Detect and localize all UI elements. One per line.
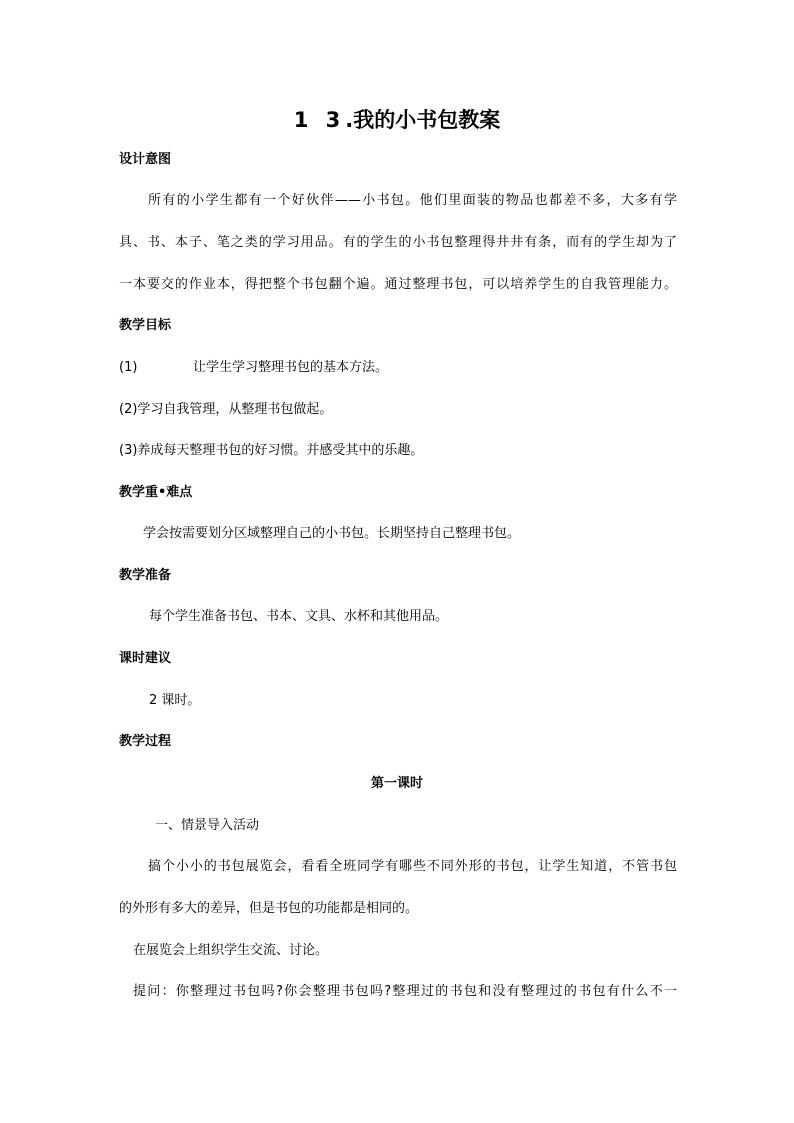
- activity-title: 一、情景导入活动: [155, 818, 260, 833]
- schedule-text: 2 课时。: [149, 693, 201, 708]
- heading-schedule: 课时建议: [119, 651, 172, 666]
- design-paragraph-line-2: 具、书、本子、笔之类的学习用品。有的学生的小书包整理得井井有条，而有的学生却为了: [119, 235, 677, 250]
- heading-process: 教学过程: [119, 734, 172, 749]
- design-paragraph-line-3: 一本要交的作业本，得把整个书包翻个遍。通过整理书包，可以培养学生的自我管理能力。: [119, 277, 677, 292]
- title-text: .我的小书包教案: [345, 108, 501, 132]
- key-points-text: 学会按需要划分区域整理自己的小书包。长期坚持自己整理书包。: [143, 526, 521, 541]
- preparation-text: 每个学生准备书包、书本、文具、水杯和其他用品。: [149, 609, 449, 624]
- activity-paragraph-line-1: 搞个小小的书包展览会，看看全班同学有哪些不同外形的书包，让学生知道，不管书包: [148, 859, 677, 874]
- heading-key-points: 教学重•难点: [119, 485, 193, 500]
- document-title: [0, 106, 794, 134]
- exchange-text: 在展览会上组织学生交流、讨论。: [133, 943, 329, 958]
- design-paragraph-line-1: 所有的小学生都有一个好伙伴——小书包。他们里面装的物品也都差不多，大多有学: [148, 193, 677, 208]
- lesson-title: 第一课时: [370, 776, 423, 791]
- goal-2: (2)学习自我管理，从整理书包做起。: [119, 402, 333, 417]
- goal-1-text: 让学生学习整理书包的基本方法。: [193, 360, 389, 375]
- goal-1-number: (1): [119, 360, 138, 375]
- heading-design-intent: 设计意图: [119, 152, 172, 167]
- title-number: 1 3: [293, 108, 346, 132]
- activity-paragraph-line-2: 的外形有多大的差异，但是书包的功能都是相同的。: [119, 901, 419, 916]
- goal-3: (3)养成每天整理书包的好习惯。并感受其中的乐趣。: [119, 443, 424, 458]
- heading-preparation: 教学准备: [119, 568, 172, 583]
- question-text: 提问：你整理过书包吗?你会整理书包吗?整理过的书包和没有整理过的书包有什么不一: [133, 984, 677, 999]
- heading-goals: 教学目标: [119, 318, 172, 333]
